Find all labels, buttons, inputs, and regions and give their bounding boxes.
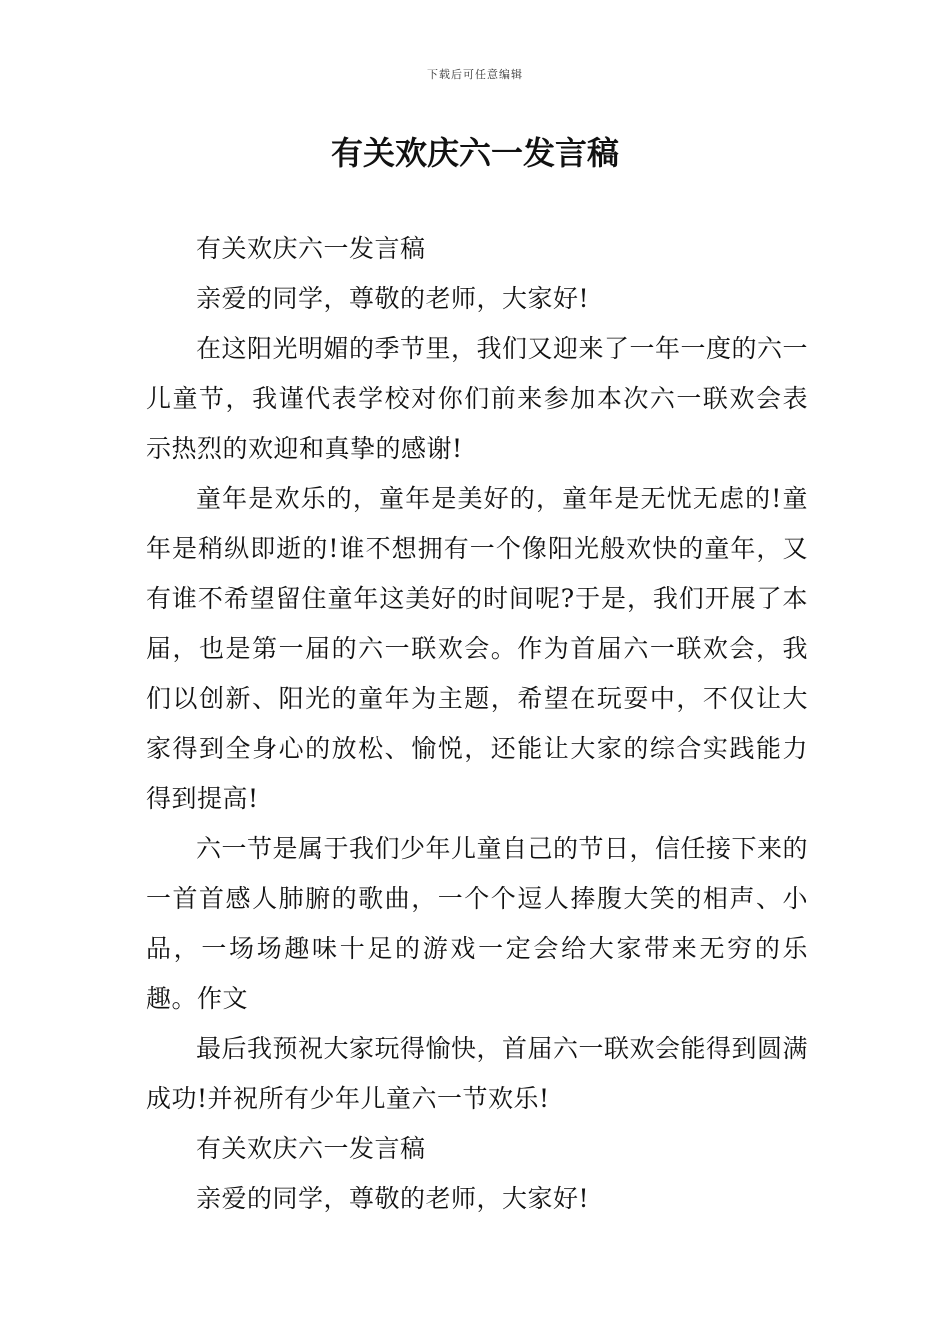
paragraph-closing: 最后我预祝大家玩得愉快，首届六一联欢会能得到圆满成功!并祝所有少年儿童六一节欢乐! — [146, 1034, 809, 1113]
paragraph-welcome: 在这阳光明媚的季节里，我们又迎来了一年一度的六一儿童节，我谨代表学校对你们前来参加本次六一联欢会表示热烈的欢迎和真挚的感谢! — [146, 334, 809, 463]
paragraph-subtitle: 有关欢庆六一发言稿 — [196, 234, 426, 263]
paragraph-greeting: 亲爱的同学，尊敬的老师，大家好! — [196, 284, 590, 313]
paragraph-greeting-repeat: 亲爱的同学，尊敬的老师，大家好! — [196, 1184, 590, 1213]
paragraph-program: 六一节是属于我们少年儿童自己的节日，信任接下来的一首首感人肺腑的歌曲，一个个逗人捧腹大笑的相声、小品，一场场趣味十足的游戏一定会给大家带来无穷的乐趣。作文 — [146, 834, 809, 1013]
document-title: 有关欢庆六一发言稿 — [330, 134, 619, 172]
paragraph-subtitle-repeat: 有关欢庆六一发言稿 — [196, 1134, 426, 1163]
paragraph-childhood: 童年是欢乐的，童年是美好的，童年是无忧无虑的!童年是稍纵即逝的!谁不想拥有一个像阳光般欢快的童年，又有谁不希望留住童年这美好的时间呢?于是，我们开展了本届，也是第一届的六一联欢会。作为首届六一联欢会，我们以创新、阳光的童年为主题，希望在玩耍中，不仅让大家得到全身心的放松、愉悦，还能让大家的综合实践能力得到提高! — [146, 484, 808, 813]
header-note: 下载后可任意编辑 — [427, 68, 523, 81]
document-body — [146, 224, 808, 1224]
